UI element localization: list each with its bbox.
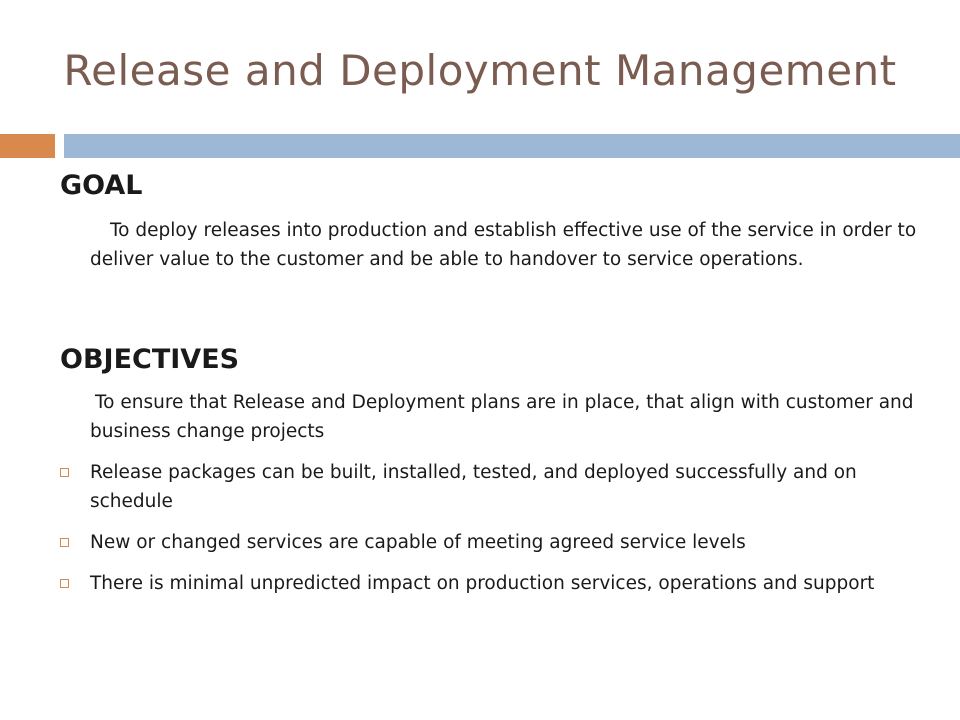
goal-text-block [60,216,920,274]
square-bullet-icon [60,538,69,547]
objectives-heading: OBJECTIVES [60,344,240,375]
goal-text: To deploy releases into production and establish effective use of the service in order to deliver value to the customer and be able to handover to service operations. [90,220,917,270]
objective-bullet-1 [60,458,920,516]
square-bullet-icon [60,579,69,588]
objective-bullet-text: New or changed services are capable of meeting agreed service levels [90,532,746,553]
objective-bullet-3 [60,569,920,598]
slide-title: Release and Deployment Management [63,46,897,95]
square-bullet-icon [60,468,69,477]
objectives-intro: To ensure that Release and Deployment plans are in place, that align with customer and business change projects [90,392,914,442]
objective-bullet-text: There is minimal unpredicted impact on production services, operations and support [90,573,875,594]
goal-heading: GOAL [60,170,143,201]
objective-bullet-2 [60,528,920,557]
objective-bullet-text: Release packages can be built, installed, tested, and deployed successfully and on schedule [90,462,857,512]
slide-content [60,168,920,598]
objectives-intro-block [60,388,920,446]
accent-bar-blue [64,134,960,158]
accent-bar-orange [0,134,55,158]
